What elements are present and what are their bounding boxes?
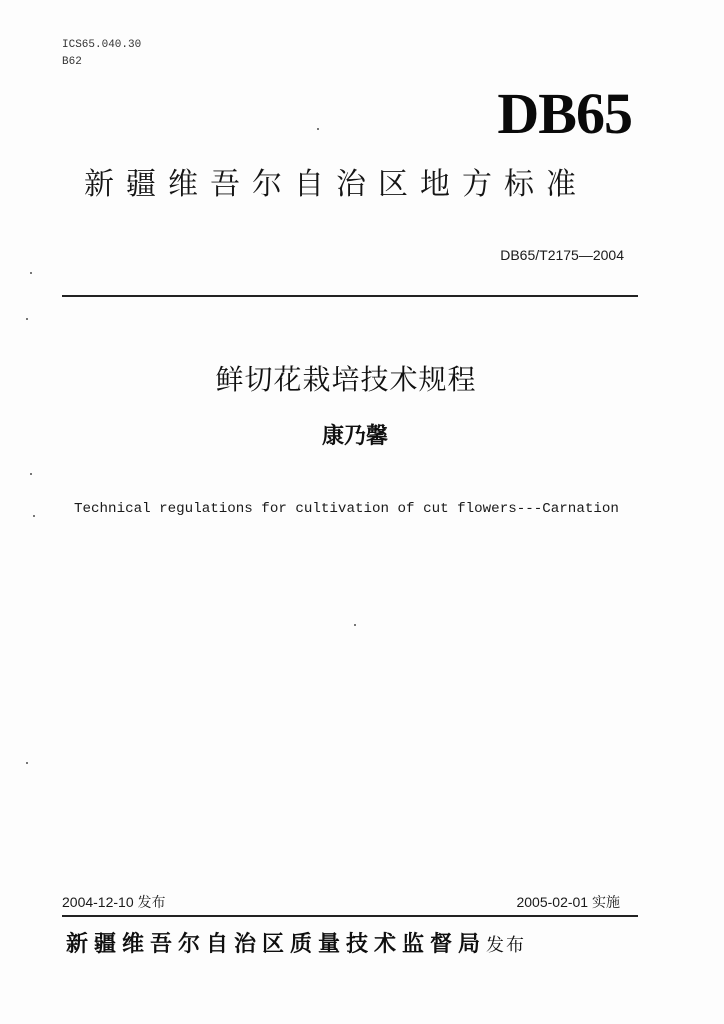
issue-date: 2004-12-10 发布 [62,894,166,910]
scan-speck [354,624,356,626]
scan-speck [30,473,32,475]
org-standard-title: 新疆维吾尔自治区地方标准 [84,167,588,202]
scan-speck [26,762,28,764]
document-sub-title: 康乃馨 [321,424,388,449]
ccs-code: B62 [62,56,82,68]
ics-code: ICS65.040.30 [62,39,142,51]
implement-date: 2005-02-01 实施 [516,894,620,910]
scan-speck [30,272,32,274]
english-title: Technical regulations for cultivation of cut flowers---Carnation [74,501,619,517]
standard-logo: DB65 [497,81,632,146]
issuer-suffix: 发布 [486,935,527,956]
scan-speck [26,318,28,320]
scan-speck [317,128,319,130]
bottom-divider [62,915,638,917]
top-divider [62,295,638,297]
document-main-title: 鲜切花栽培技术规程 [215,363,477,396]
issuing-authority [66,930,526,961]
issuer-name: 新疆维吾尔自治区质量技术监督局 [66,932,487,957]
standard-number: DB65/T2175—2004 [500,247,624,263]
scan-speck [33,515,35,517]
